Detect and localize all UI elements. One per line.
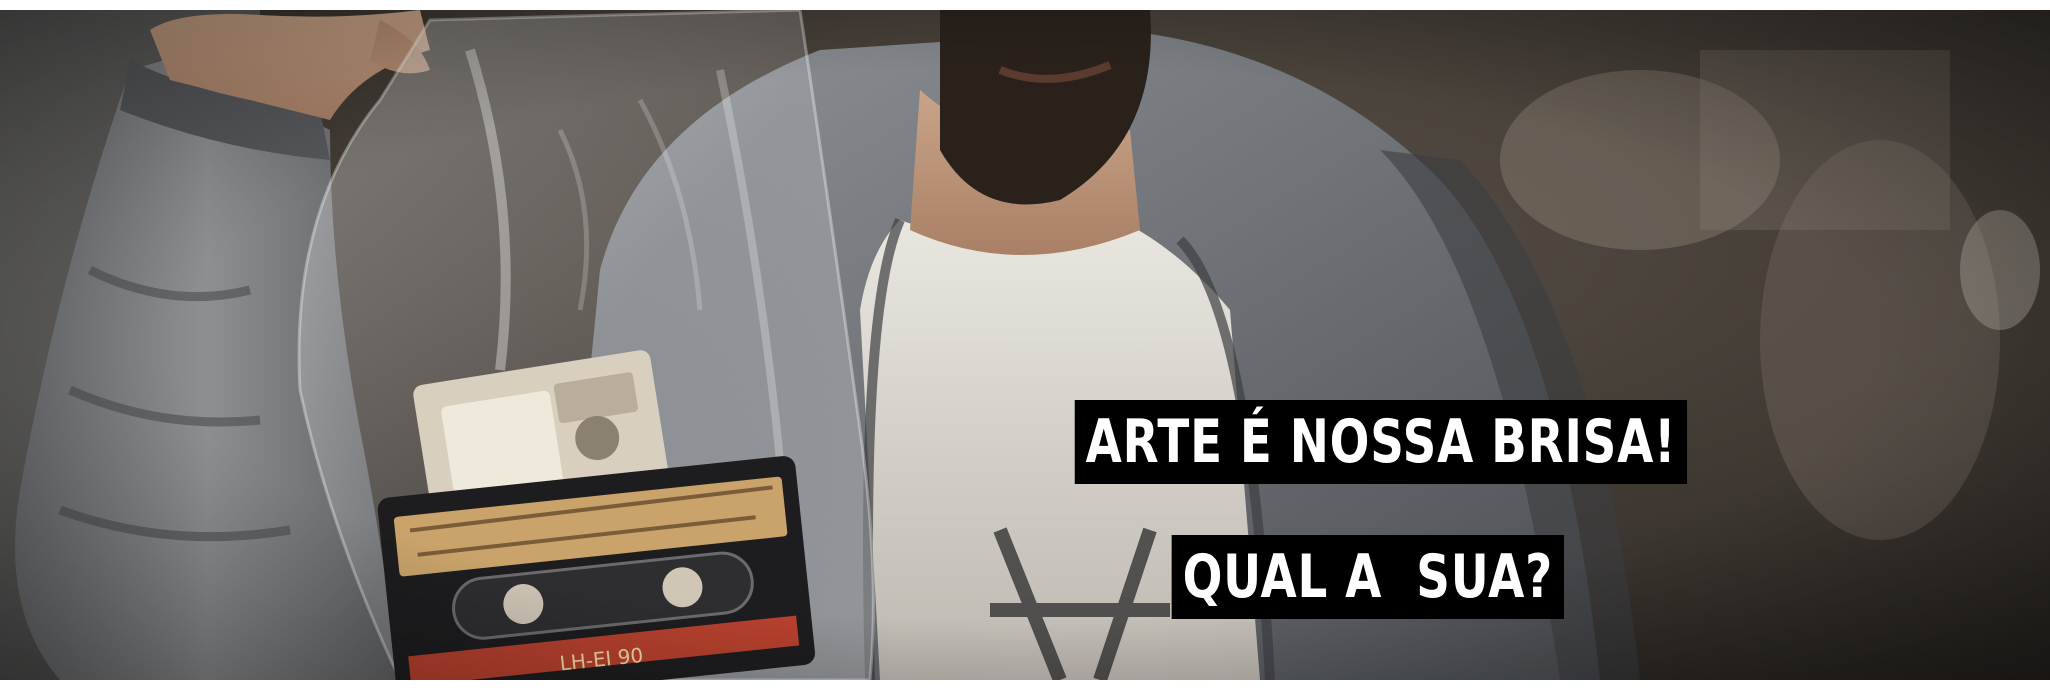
- caption-line-2: QUAL A SUA?: [1172, 535, 1564, 619]
- caption: [0, 10, 2050, 680]
- banner-image: [0, 10, 2050, 680]
- caption-line-1: ARTE É NOSSA BRISA!: [1075, 400, 1687, 484]
